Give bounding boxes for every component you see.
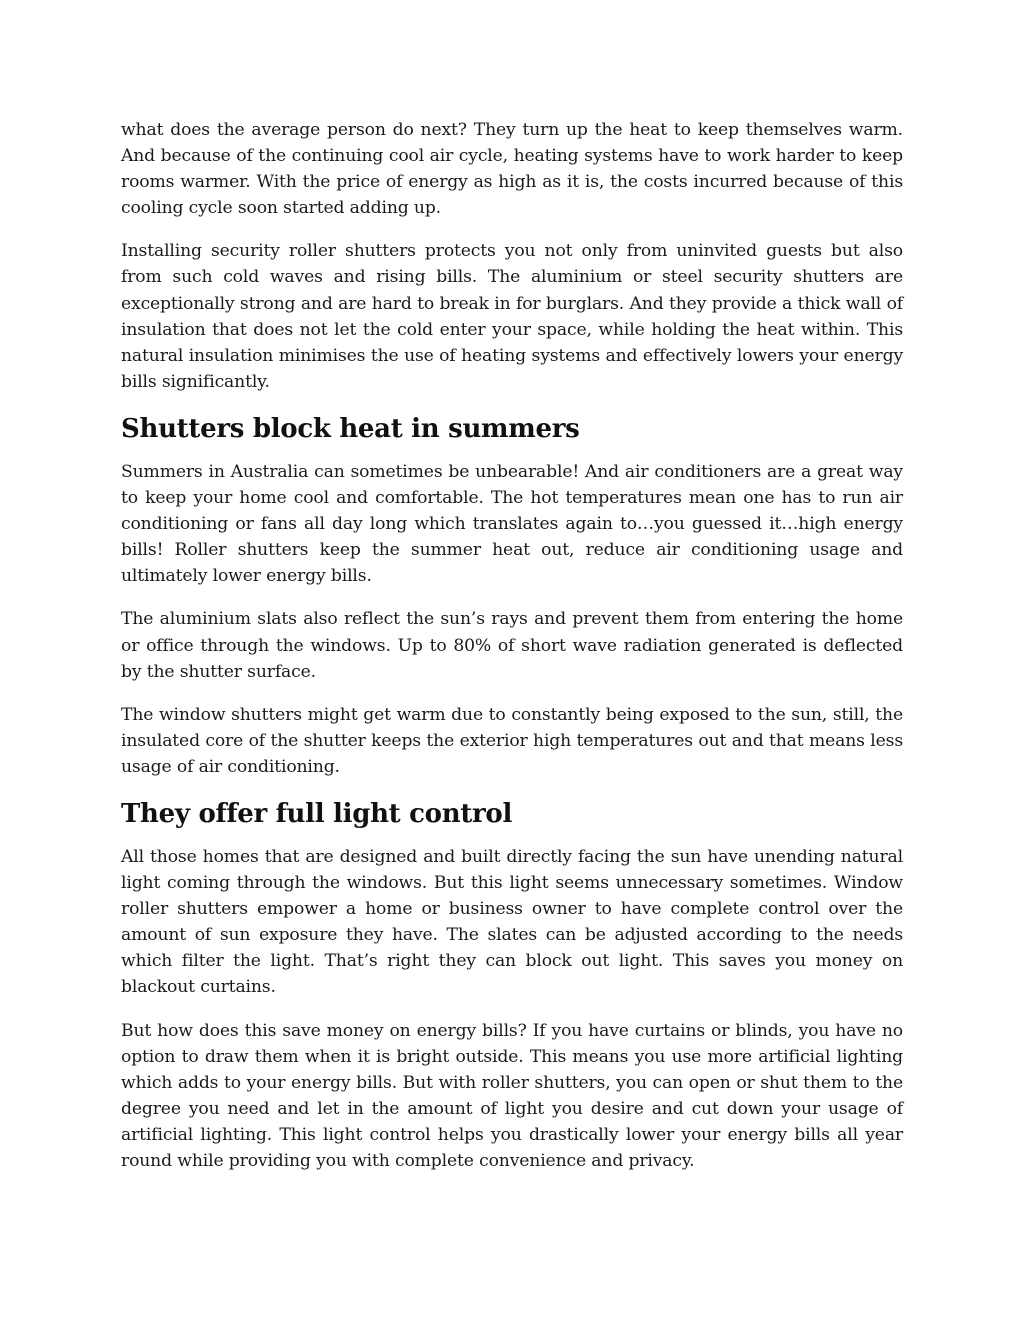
light-paragraph-2: But how does this save money on energy bills? If you have curtains or blinds, you have no option to draw them when it is bright outside. This means you use more artificial lighting which adds to your energy bills. But with roller shutters, you can open or shut them to the degree you need and let in the amount of light you desire and cut down your usage of artificial lighting. This light control helps you drastically lower your energy bills all year round while providing you with complete convenience and privacy. [121, 1020, 903, 1171]
light-paragraph-1: All those homes that are designed and built directly facing the sun have unending natural light coming through the windows. But this light seems unnecessary sometimes. Window roller shutters empower a home or business owner to have complete control over the amount of sun exposure they have. The slates can be adjusted according to the needs which filter the light. That’s right they can block out light. This saves you money on blackout curtains. [121, 846, 903, 998]
summer-paragraph-2: The aluminium slats also reflect the sun’s rays and prevent them from entering the home or office through the windows. Up to 80% of short wave radiation generated is deflected by the shutter surface. [121, 609, 903, 682]
intro-paragraph-2: Installing security roller shutters protects you not only from uninvited guests but also from such cold waves and rising bills. The aluminium or steel security shutters are exceptionally strong and are hard to break in for burglars. And they provide a thick wall of insulation that does not let the cold enter your space, while holding the heat within. This natural insulation minimises the use of heating systems and effectively lowers your energy bills significantly. [121, 241, 903, 392]
summer-paragraph-1: Summers in Australia can sometimes be unbearable! And air conditioners are a great way to keep your home cool and comfortable. The hot temperatures mean one has to run air conditioning or fans all day long which translates again to…you guessed it…high energy bills! Roller shutters keep the summer heat out, reduce air conditioning usage and ultimately lower energy bills. [121, 461, 903, 587]
summer-paragraph-3: The window shutters might get warm due to constantly being exposed to the sun, still, the insulated core of the shutter keeps the exterior high temperatures out and that means less usage of air conditioning. [121, 704, 903, 777]
intro-paragraph-1: what does the average person do next? They turn up the heat to keep themselves warm. And because of the continuing cool air cycle, heating systems have to work harder to keep rooms warmer. With the price of energy as high as it is, the costs incurred because of this cooling cycle soon started adding up. [121, 120, 903, 219]
section-heading-summer-heat: Shutters block heat in summers [121, 413, 580, 444]
section-heading-light-control: They offer full light control [121, 798, 513, 829]
document-page [121, 117, 903, 1191]
